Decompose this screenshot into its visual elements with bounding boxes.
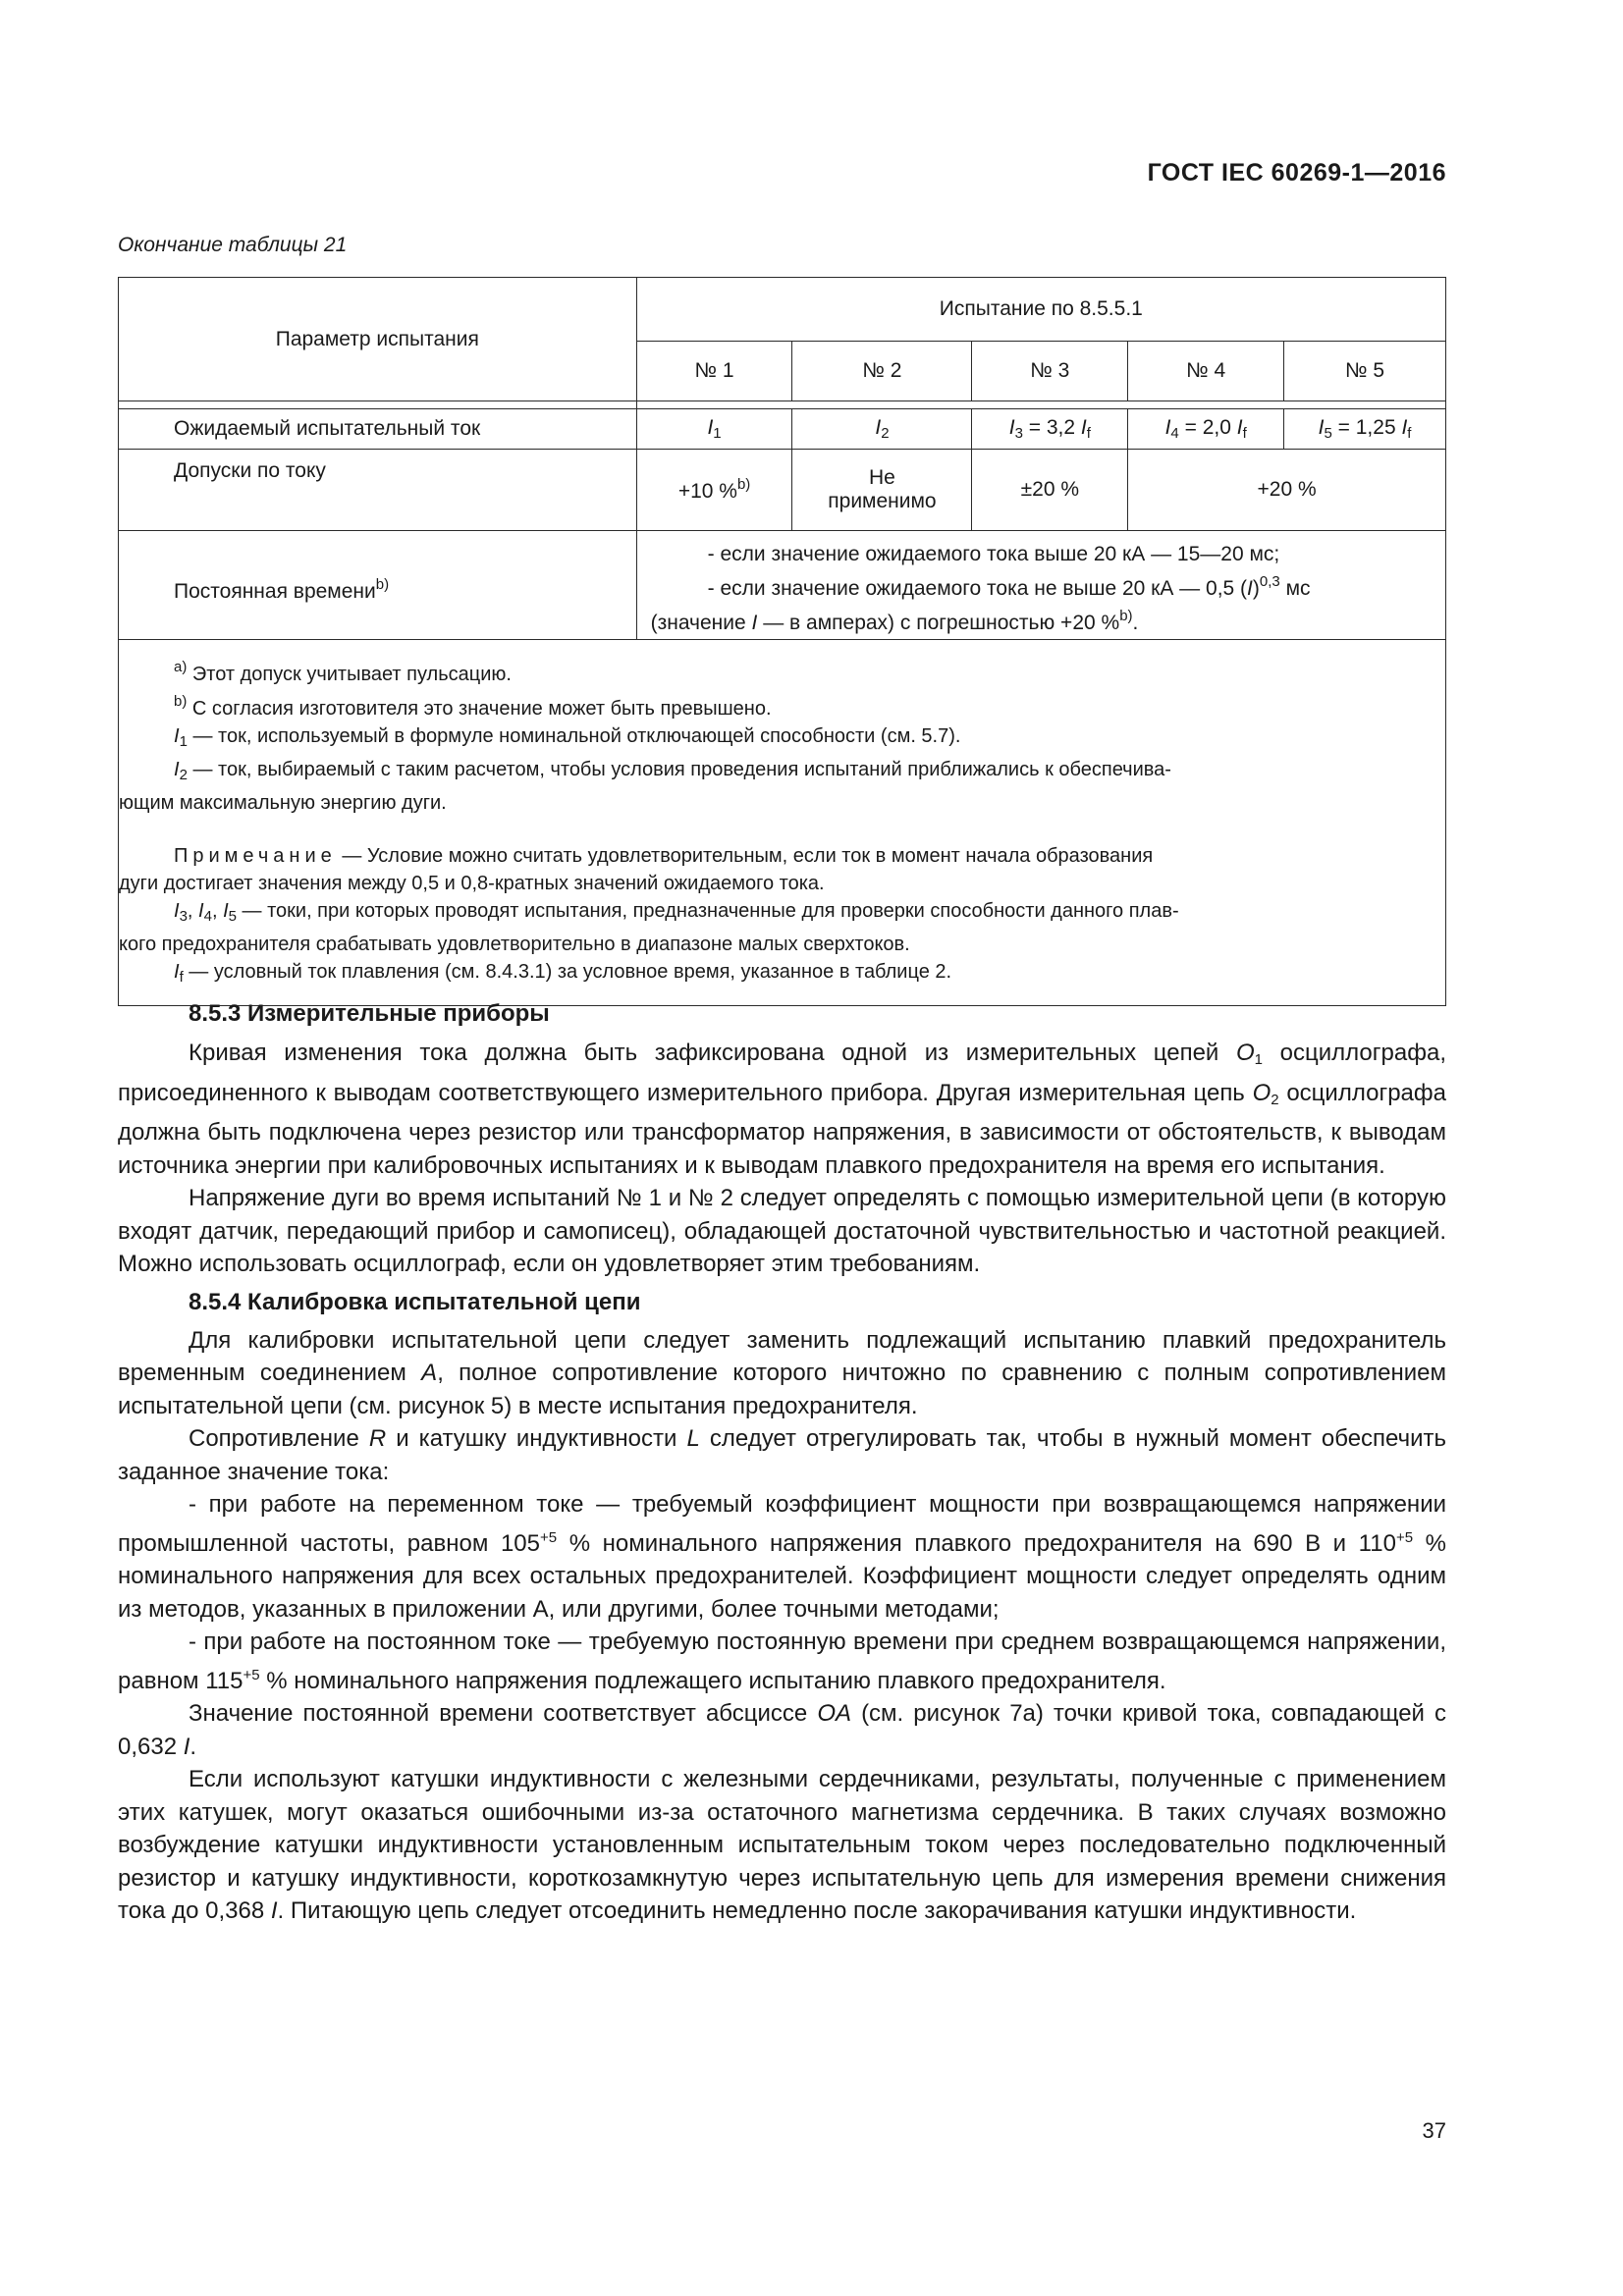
section-853-title: 8.5.3 Измерительные приборы bbox=[189, 1000, 550, 1027]
time-constant-line-3: (значение I — в амперах) с погрешностью +20 %$^{b)}$. bbox=[650, 608, 1139, 634]
time-constant-line-2: - если значение ожидаемого тока не выше 20 кА — 0,5 $(I)^{0,3}$ мс bbox=[707, 573, 1311, 600]
table-row bbox=[119, 450, 1446, 531]
current-cell-5: $I_5 = 1,25$ $I_f$ bbox=[1284, 409, 1446, 450]
test-parameters-table bbox=[118, 277, 1446, 1006]
time-constant-cell bbox=[636, 531, 1445, 640]
section-854-p5: Значение постоянной времени соответствует абсциссе OA (см. рисунок 7а) точки кривой тока, совпадающей с 0,632 I. bbox=[118, 1700, 1446, 1760]
table-notes bbox=[119, 640, 1446, 1006]
row-label-tolerance: Допуски по току bbox=[119, 450, 637, 531]
current-cell-4: $I_4 = 2,0$ $I_f$ bbox=[1128, 409, 1284, 450]
section-854-p1: Для калибровки испытательной цепи следует заменить подлежащий испытанию плавкий предохранитель временным соединением A, полное сопротивление которого ничтожно по сравнению с полным сопротивлением испытательной цепи (см. рисунок 5) в месте испытания предохранителя. bbox=[118, 1326, 1446, 1419]
document-code: ГОСТ IEC 60269-1—2016 bbox=[1147, 159, 1446, 187]
page-number: 37 bbox=[1422, 2118, 1446, 2143]
body-text bbox=[118, 991, 1446, 1928]
col-header-3: № 3 bbox=[972, 342, 1128, 401]
test-header: Испытание по 8.5.5.1 bbox=[636, 278, 1445, 342]
footnote-a: $^{a)}$ Этот допуск учитывает пульсацию. bbox=[174, 659, 512, 685]
table-notes-row bbox=[119, 640, 1446, 1006]
note-i1: $I_1$ — ток, используемый в формуле номинальной отключающей способности (см. 5.7). bbox=[174, 725, 961, 750]
table-row bbox=[119, 531, 1446, 640]
note-i2-cont: ющим максимальную энергию дуги. bbox=[119, 792, 447, 814]
note-remark: Примечание — Условие можно считать удовлетворительным, если ток в момент начала образования bbox=[174, 845, 1154, 867]
gap-cell bbox=[119, 401, 637, 409]
section-854-p3: - при работе на переменном токе — требуемый коэффициент мощности при возвращающемся напряжении промышленной частоты, равном $105^{+5}$ % номинального напряжения плавкого предохранителя на 690 В и $110^{+5}$ % номинального напряжения для всех остальных предохранителей. Коэффициент мощности следует определять одним из методов, указанных в приложении А, или другими, более точными методами; bbox=[118, 1491, 1446, 1623]
col-header-1: № 1 bbox=[636, 342, 792, 401]
time-constant-line-1: - если значение ожидаемого тока выше 20 кА — 15—20 мс; bbox=[707, 543, 1280, 565]
tolerance-cell-45: +20 % bbox=[1128, 450, 1446, 531]
section-854-title: 8.5.4 Калибровка испытательной цепи bbox=[189, 1288, 641, 1315]
table-caption: Окончание таблицы 21 bbox=[118, 234, 348, 256]
tolerance-cell-2: Не применимо bbox=[792, 450, 972, 531]
section-853-p1: Кривая изменения тока должна быть зафиксирована одной из измерительных цепей $O_1$ осциллографа, присоединенного к выводам соответствующего измерительного прибора. Другая измерительная цепь $O_2$ осциллографа должна быть подключена через резистор или трансформатор напряжения, в зависимости от обстоятельств, к выводам источника энергии при калибровочных испытаниях и к выводам плавкого предохранителя на время его испытания. bbox=[118, 1040, 1446, 1179]
footnote-b: $^{b)}$ С согласия изготовителя это значение может быть превышено. bbox=[174, 693, 772, 720]
row-label-current: Ожидаемый испытательный ток bbox=[119, 409, 637, 450]
table-row bbox=[119, 409, 1446, 450]
param-header: Параметр испытания bbox=[119, 278, 637, 401]
note-i345: $I_3$, $I_4$, $I_5$ — токи, при которых проводят испытания, предназначенные для проверки способности данного плав- bbox=[174, 900, 1179, 925]
tolerance-cell-3: ±20 % bbox=[972, 450, 1128, 531]
note-if: $I_f$ — условный ток плавления (см. 8.4.3.1) за условное время, указанное в таблице 2. bbox=[174, 961, 952, 986]
row-label-time-constant: Постоянная времени$^{b)}$ bbox=[119, 531, 637, 640]
current-cell-1: $I_1$ bbox=[636, 409, 792, 450]
col-header-5: № 5 bbox=[1284, 342, 1446, 401]
col-header-2: № 2 bbox=[792, 342, 972, 401]
current-cell-2: $I_2$ bbox=[792, 409, 972, 450]
section-854-p4: - при работе на постоянном токе — требуемую постоянную времени при среднем возвращающемся напряжении, равном $115^{+5}$ % номинального напряжения подлежащего испытанию плавкого предохранителя. bbox=[118, 1629, 1446, 1694]
note-remark-cont: дуги достигает значения между 0,5 и 0,8-кратных значений ожидаемого тока. bbox=[119, 873, 825, 894]
section-854-p6: Если используют катушки индуктивности с железными сердечниками, результаты, полученные с применением этих катушек, могут оказаться ошибочными из-за остаточного магнетизма сердечника. В таких случаях возможно возбуждение катушки индуктивности установленным испытательным током через последовательно подключенный резистор и катушку индуктивности, короткозамкнутую через испытательную цепь для измерения времени снижения тока до 0,368 I. Питающую цепь следует отсоединить немедленно после закорачивания катушки индуктивности. bbox=[118, 1766, 1446, 1924]
gap-cell bbox=[636, 401, 1445, 409]
tolerance-cell-1: +10 %$^{b)}$ bbox=[636, 450, 792, 531]
note-i2: $I_2$ — ток, выбираемый с таким расчетом, чтобы условия проведения испытаний приближались к обеспечива- bbox=[174, 759, 1171, 783]
section-854-p2: Сопротивление R и катушку индуктивности L следует отрегулировать так, чтобы в нужный момент обеспечить заданное значение тока: bbox=[118, 1425, 1446, 1485]
col-header-4: № 4 bbox=[1128, 342, 1284, 401]
current-cell-3: $I_3 = 3,2$ $I_f$ bbox=[972, 409, 1128, 450]
section-853-p2: Напряжение дуги во время испытаний № 1 и № 2 следует определять с помощью измерительной цепи (в которую входят датчик, передающий прибор и самописец), обладающей достаточной чувствительностью и частотной реакцией. Можно использовать осциллограф, если он удовлетворяет этим требованиям. bbox=[118, 1185, 1446, 1277]
note-i345-cont: кого предохранителя срабатывать удовлетворительно в диапазоне малых сверхтоков. bbox=[119, 934, 910, 955]
